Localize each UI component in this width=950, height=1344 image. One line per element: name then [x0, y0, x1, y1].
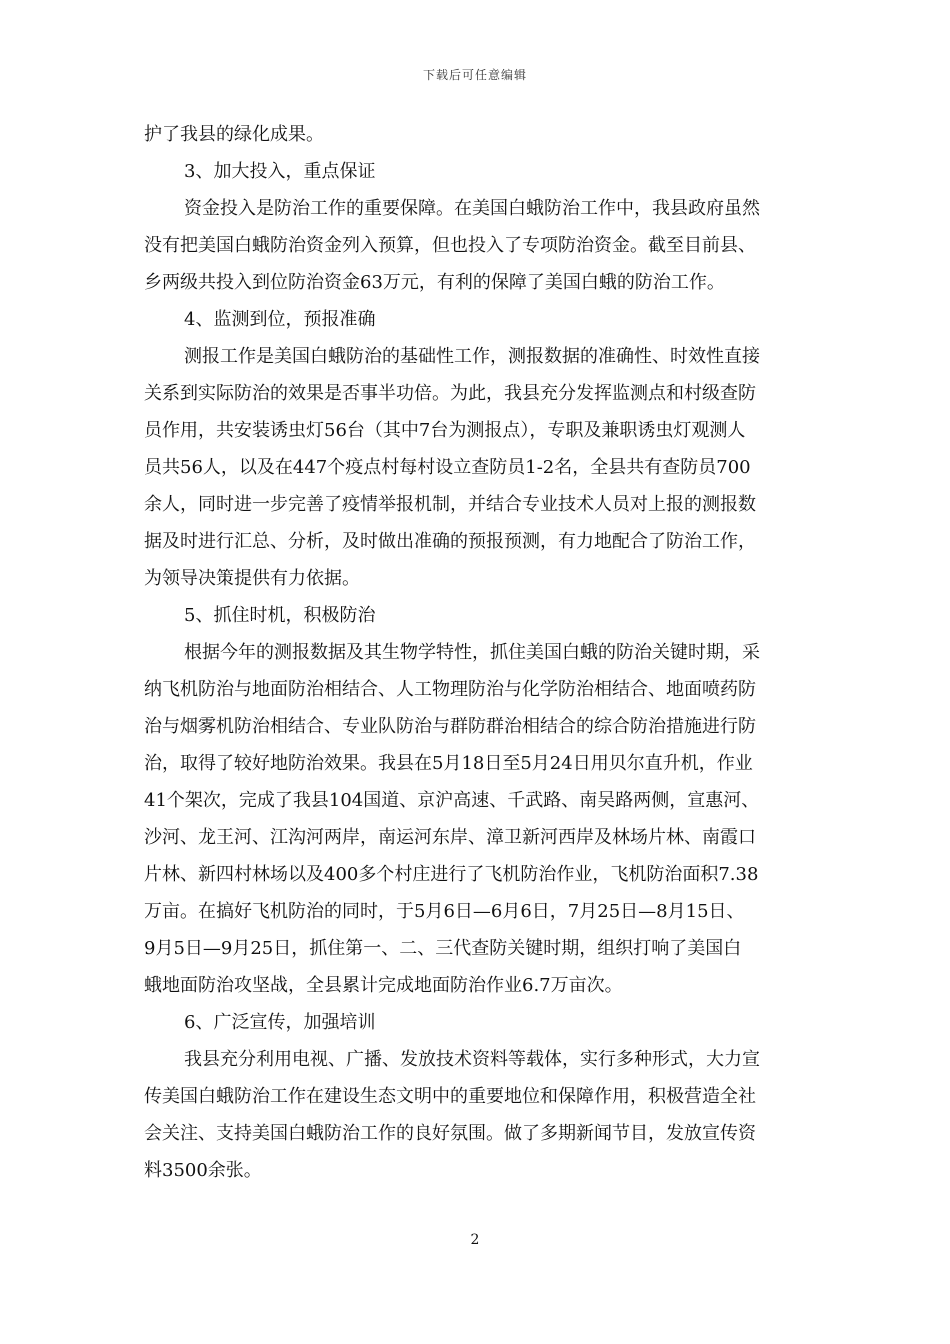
paragraph-line: 测报工作是美国白蛾防治的基础性工作，测报数据的准确性、时效性直接 — [184, 346, 760, 367]
paragraph-line: 关系到实际防治的效果是否事半功倍。为此，我县充分发挥监测点和村级查防 — [144, 383, 756, 404]
paragraph-line: 治与烟雾机防治相结合、专业队防治与群防群治相结合的综合防治措施进行防 — [144, 716, 756, 737]
section-heading-5: 5、抓住时机，积极防治 — [184, 605, 376, 626]
paragraph-line: 传美国白蛾防治工作在建设生态文明中的重要地位和保障作用，积极营造全社 — [144, 1086, 756, 1107]
section-heading-6: 6、广泛宣传，加强培训 — [184, 1012, 376, 1033]
paragraph-line: 我县充分利用电视、广播、发放技术资料等载体，实行多种形式，大力宣 — [184, 1049, 760, 1070]
paragraph-line: 员作用，共安装诱虫灯56台（其中7台为测报点），专职及兼职诱虫灯观测人 — [144, 420, 746, 441]
section-heading-3: 3、加大投入，重点保证 — [184, 161, 376, 182]
paragraph-line: 资金投入是防治工作的重要保障。在美国白蛾防治工作中，我县政府虽然 — [184, 198, 760, 219]
paragraph-line: 蛾地面防治攻坚战，全县累计完成地面防治作业6.7万亩次。 — [144, 975, 623, 996]
paragraph-line: 纳飞机防治与地面防治相结合、人工物理防治与化学防治相结合、地面喷药防 — [144, 679, 756, 700]
header-note: 下载后可任意编辑 — [422, 68, 527, 82]
paragraph-line: 根据今年的测报数据及其生物学特性，抓住美国白蛾的防治关键时期，采 — [184, 642, 760, 663]
paragraph-line: 会关注、支持美国白蛾防治工作的良好氛围。做了多期新闻节目，发放宣传资 — [144, 1123, 756, 1144]
paragraph-line: 据及时进行汇总、分析，及时做出准确的预报预测，有力地配合了防治工作， — [144, 531, 756, 552]
paragraph-line: 片林、新四村林场以及400多个村庄进行了飞机防治作业，飞机防治面积7.38 — [144, 864, 759, 885]
paragraph-line: 没有把美国白蛾防治资金列入预算，但也投入了专项防治资金。截至目前县、 — [144, 235, 756, 256]
page-number: 2 — [470, 1232, 480, 1248]
paragraph-line: 万亩。在搞好飞机防治的同时，于5月6日—6月6日，7月25日—8月15日、 — [144, 901, 745, 922]
paragraph-line: 余人，同时进一步完善了疫情举报机制，并结合专业技术人员对上报的测报数 — [144, 494, 756, 515]
paragraph-line: 9月5日—9月25日，抓住第一、二、三代查防关键时期，组织打响了美国白 — [144, 938, 742, 959]
paragraph-line: 员共56人，以及在447个疫点村每村设立查防员1-2名，全县共有查防员700 — [144, 457, 751, 478]
paragraph-line: 料3500余张。 — [144, 1160, 262, 1181]
paragraph-line: 治，取得了较好地防治效果。我县在5月18日至5月24日用贝尔直升机，作业 — [144, 753, 753, 774]
body-line: 护了我县的绿化成果。 — [144, 124, 324, 145]
paragraph-line: 乡两级共投入到位防治资金63万元，有利的保障了美国白蛾的防治工作。 — [144, 272, 725, 293]
paragraph-line: 沙河、龙王河、江沟河两岸，南运河东岸、漳卫新河西岸及林场片林、南霞口 — [144, 827, 756, 848]
document-body — [144, 116, 806, 1189]
paragraph-line: 为领导决策提供有力依据。 — [144, 568, 360, 589]
section-heading-4: 4、监测到位，预报准确 — [184, 309, 376, 330]
paragraph-line: 41个架次，完成了我县104国道、京沪高速、千武路、南吴路两侧，宣惠河、 — [144, 790, 760, 811]
